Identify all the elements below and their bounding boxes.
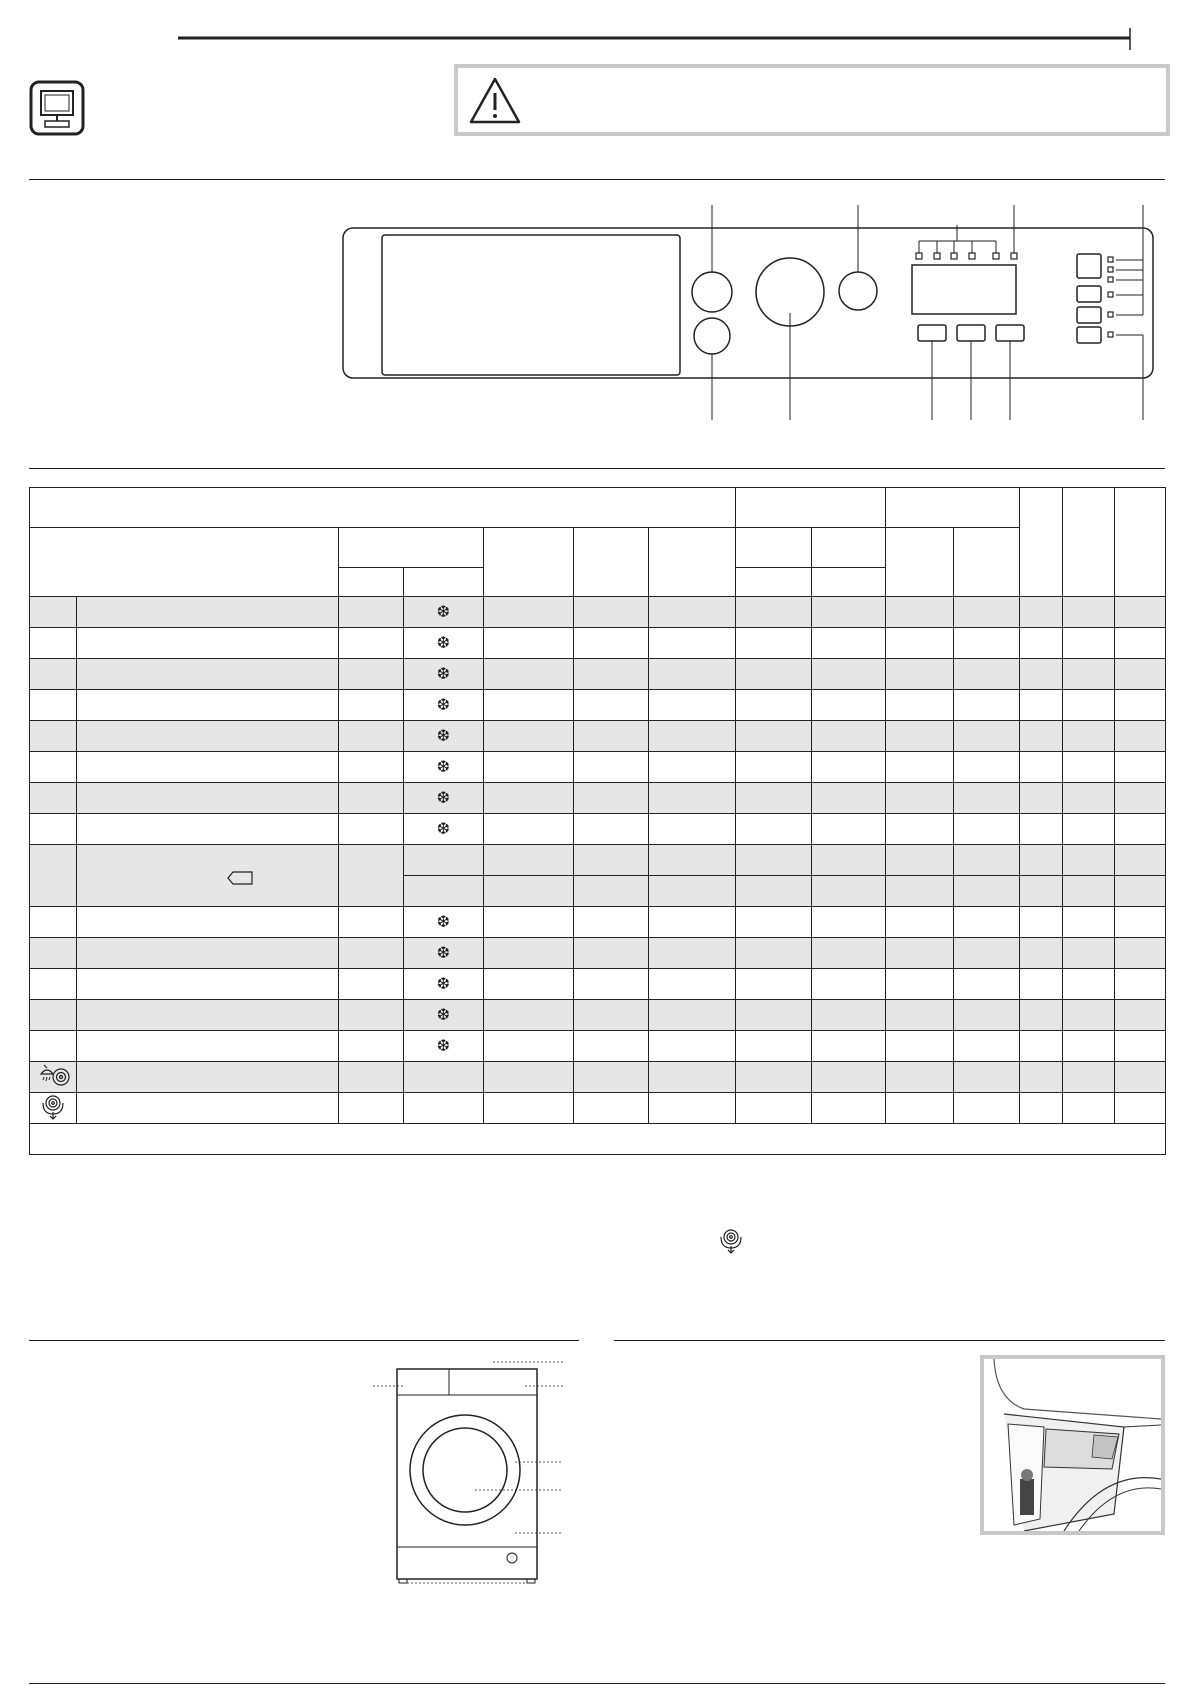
page-bottom-rule [29,1683,1165,1684]
snowflake-icon: ❆ [436,726,451,745]
door-outer [410,1415,520,1525]
control-panel-diagram [330,195,1170,425]
table-row [30,721,1166,752]
table-row [30,1093,1166,1124]
table-row [30,1031,1166,1062]
filter-cap [507,1553,517,1563]
table-row [30,1000,1166,1031]
table-row [30,845,1166,876]
section-divider [29,468,1165,469]
rinse-spin-icon [35,1080,71,1092]
table-row [30,938,1166,969]
table-row [30,1062,1166,1093]
lcd-display [912,265,1016,314]
table-row [30,690,1166,721]
door-glass [423,1428,507,1512]
snowflake-icon: ❆ [436,819,451,838]
snowflake-icon: ❆ [436,633,451,652]
right-knob [839,272,877,310]
snowflake-icon: ❆ [436,1005,451,1024]
table-footnote-row [30,1124,1166,1155]
left-knob-top [692,272,732,312]
drain-spin-icon [718,1228,744,1259]
washing-machine-diagram [365,1355,575,1585]
table-row [30,597,1166,628]
door-display-window [382,235,680,375]
tag-icon [227,871,253,888]
snowflake-icon: ❆ [436,912,451,931]
snowflake-icon: ❆ [436,757,451,776]
detergent-drawer-illustration [980,1355,1165,1535]
section-divider-left [29,1340,579,1341]
monitor-icon [29,80,85,136]
drain-spin-icon [40,1111,66,1123]
table-row [30,752,1166,783]
table-row [30,907,1166,938]
snowflake-icon: ❆ [436,664,451,683]
table-row [30,628,1166,659]
program-table [29,487,1166,1155]
snowflake-icon: ❆ [436,943,451,962]
table-row [30,969,1166,1000]
snowflake-icon: ❆ [436,788,451,807]
warning-box [454,64,1170,136]
section-divider [29,179,1165,180]
snowflake-icon: ❆ [436,1036,451,1055]
section-divider-right [614,1340,1165,1341]
left-knob-bottom [694,318,730,354]
snowflake-icon: ❆ [436,974,451,993]
snowflake-icon: ❆ [436,695,451,714]
snowflake-icon: ❆ [436,602,451,621]
warning-triangle-icon [468,76,522,131]
table-row [30,783,1166,814]
table-row [30,814,1166,845]
table-footnote [30,1124,1166,1155]
table-row [30,659,1166,690]
